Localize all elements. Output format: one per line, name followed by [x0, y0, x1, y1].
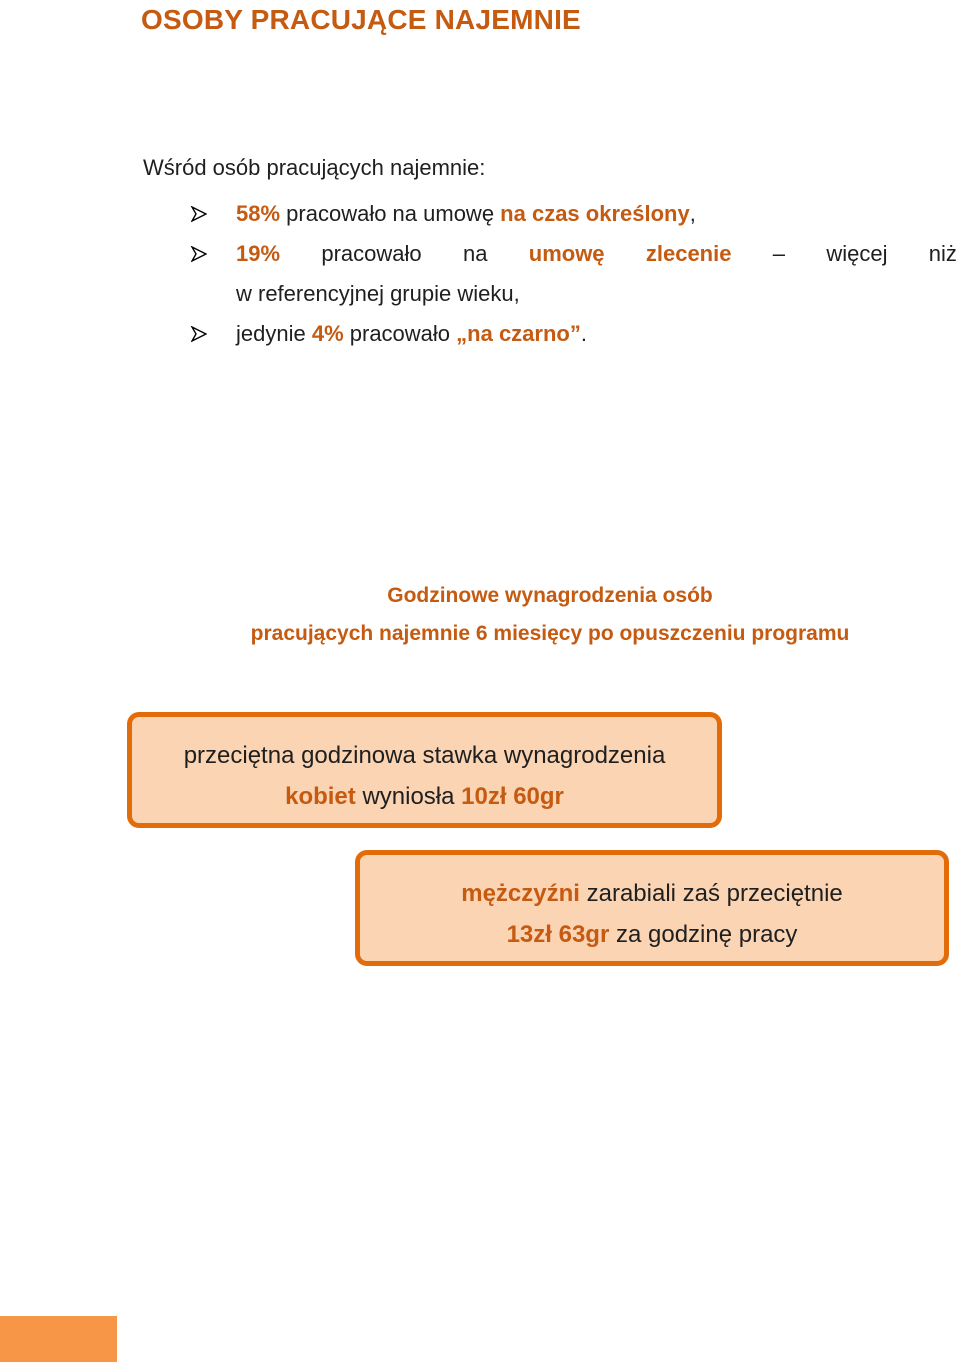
bullet-word: pracowało: [321, 241, 422, 266]
bullet-highlight: zlecenie: [645, 241, 732, 266]
intro-text: Wśród osób pracujących najemnie:: [143, 155, 486, 180]
bullet-line: [236, 234, 960, 274]
box-value: 13zł 63gr: [506, 921, 610, 948]
box-line: [360, 914, 944, 955]
box-text: zarabiali zaś przeciętnie: [579, 880, 843, 907]
bullet-highlight: „na czarno”: [456, 321, 581, 346]
box-line: przeciętna godzinowa stawka wynagrodzenia: [183, 742, 666, 769]
box-text: za godzinę pracy: [609, 921, 798, 948]
bullet-word: niż: [928, 241, 957, 266]
bullet-suffix: ,: [689, 201, 696, 226]
bullet-text: pracowało na umowę: [280, 201, 501, 226]
bullet-item-contract: [191, 234, 960, 314]
bullet-prefix: jedynie: [236, 321, 312, 346]
bullet-percent: 4%: [311, 321, 344, 346]
caption-line: pracujących najemnie 6 miesięcy po opuszczeniu programu: [250, 622, 850, 645]
bullet-list: [191, 194, 960, 354]
arrow-bullet-icon: [191, 246, 207, 262]
bullet-word: więcej: [826, 241, 888, 266]
bullet-suffix: .: [580, 321, 587, 346]
box-label: kobiet: [285, 783, 356, 810]
page-title: OSOBY PRACUJĄCE NAJEMNIE: [141, 4, 581, 35]
women-wage-box: [127, 712, 722, 828]
box-label: mężczyźni: [461, 880, 580, 907]
footer-color-block: [0, 1316, 117, 1362]
bullet-dash: –: [772, 241, 786, 266]
arrow-bullet-icon: [191, 326, 207, 342]
box-line: [360, 873, 944, 914]
bullet-percent: 19%: [236, 241, 281, 266]
bullet-continuation: w referencyjnej grupie wieku,: [236, 281, 520, 306]
bullet-text: pracowało: [343, 321, 457, 346]
bullet-item-fixed-term: [191, 194, 960, 234]
men-wage-box: [355, 850, 949, 966]
bullet-item-informal: [191, 314, 960, 354]
box-value: 10zł 60gr: [461, 783, 564, 810]
section-caption: [0, 577, 960, 653]
caption-line: Godzinowe wynagrodzenia osób: [387, 584, 713, 607]
arrow-bullet-icon: [191, 206, 207, 222]
box-text: wyniosła: [355, 783, 462, 810]
bullet-percent: 58%: [236, 201, 281, 226]
bullet-highlight: umowę: [528, 241, 605, 266]
bullet-highlight: na czas określony: [500, 201, 690, 226]
box-line: [132, 776, 717, 817]
bullet-word: na: [462, 241, 488, 266]
